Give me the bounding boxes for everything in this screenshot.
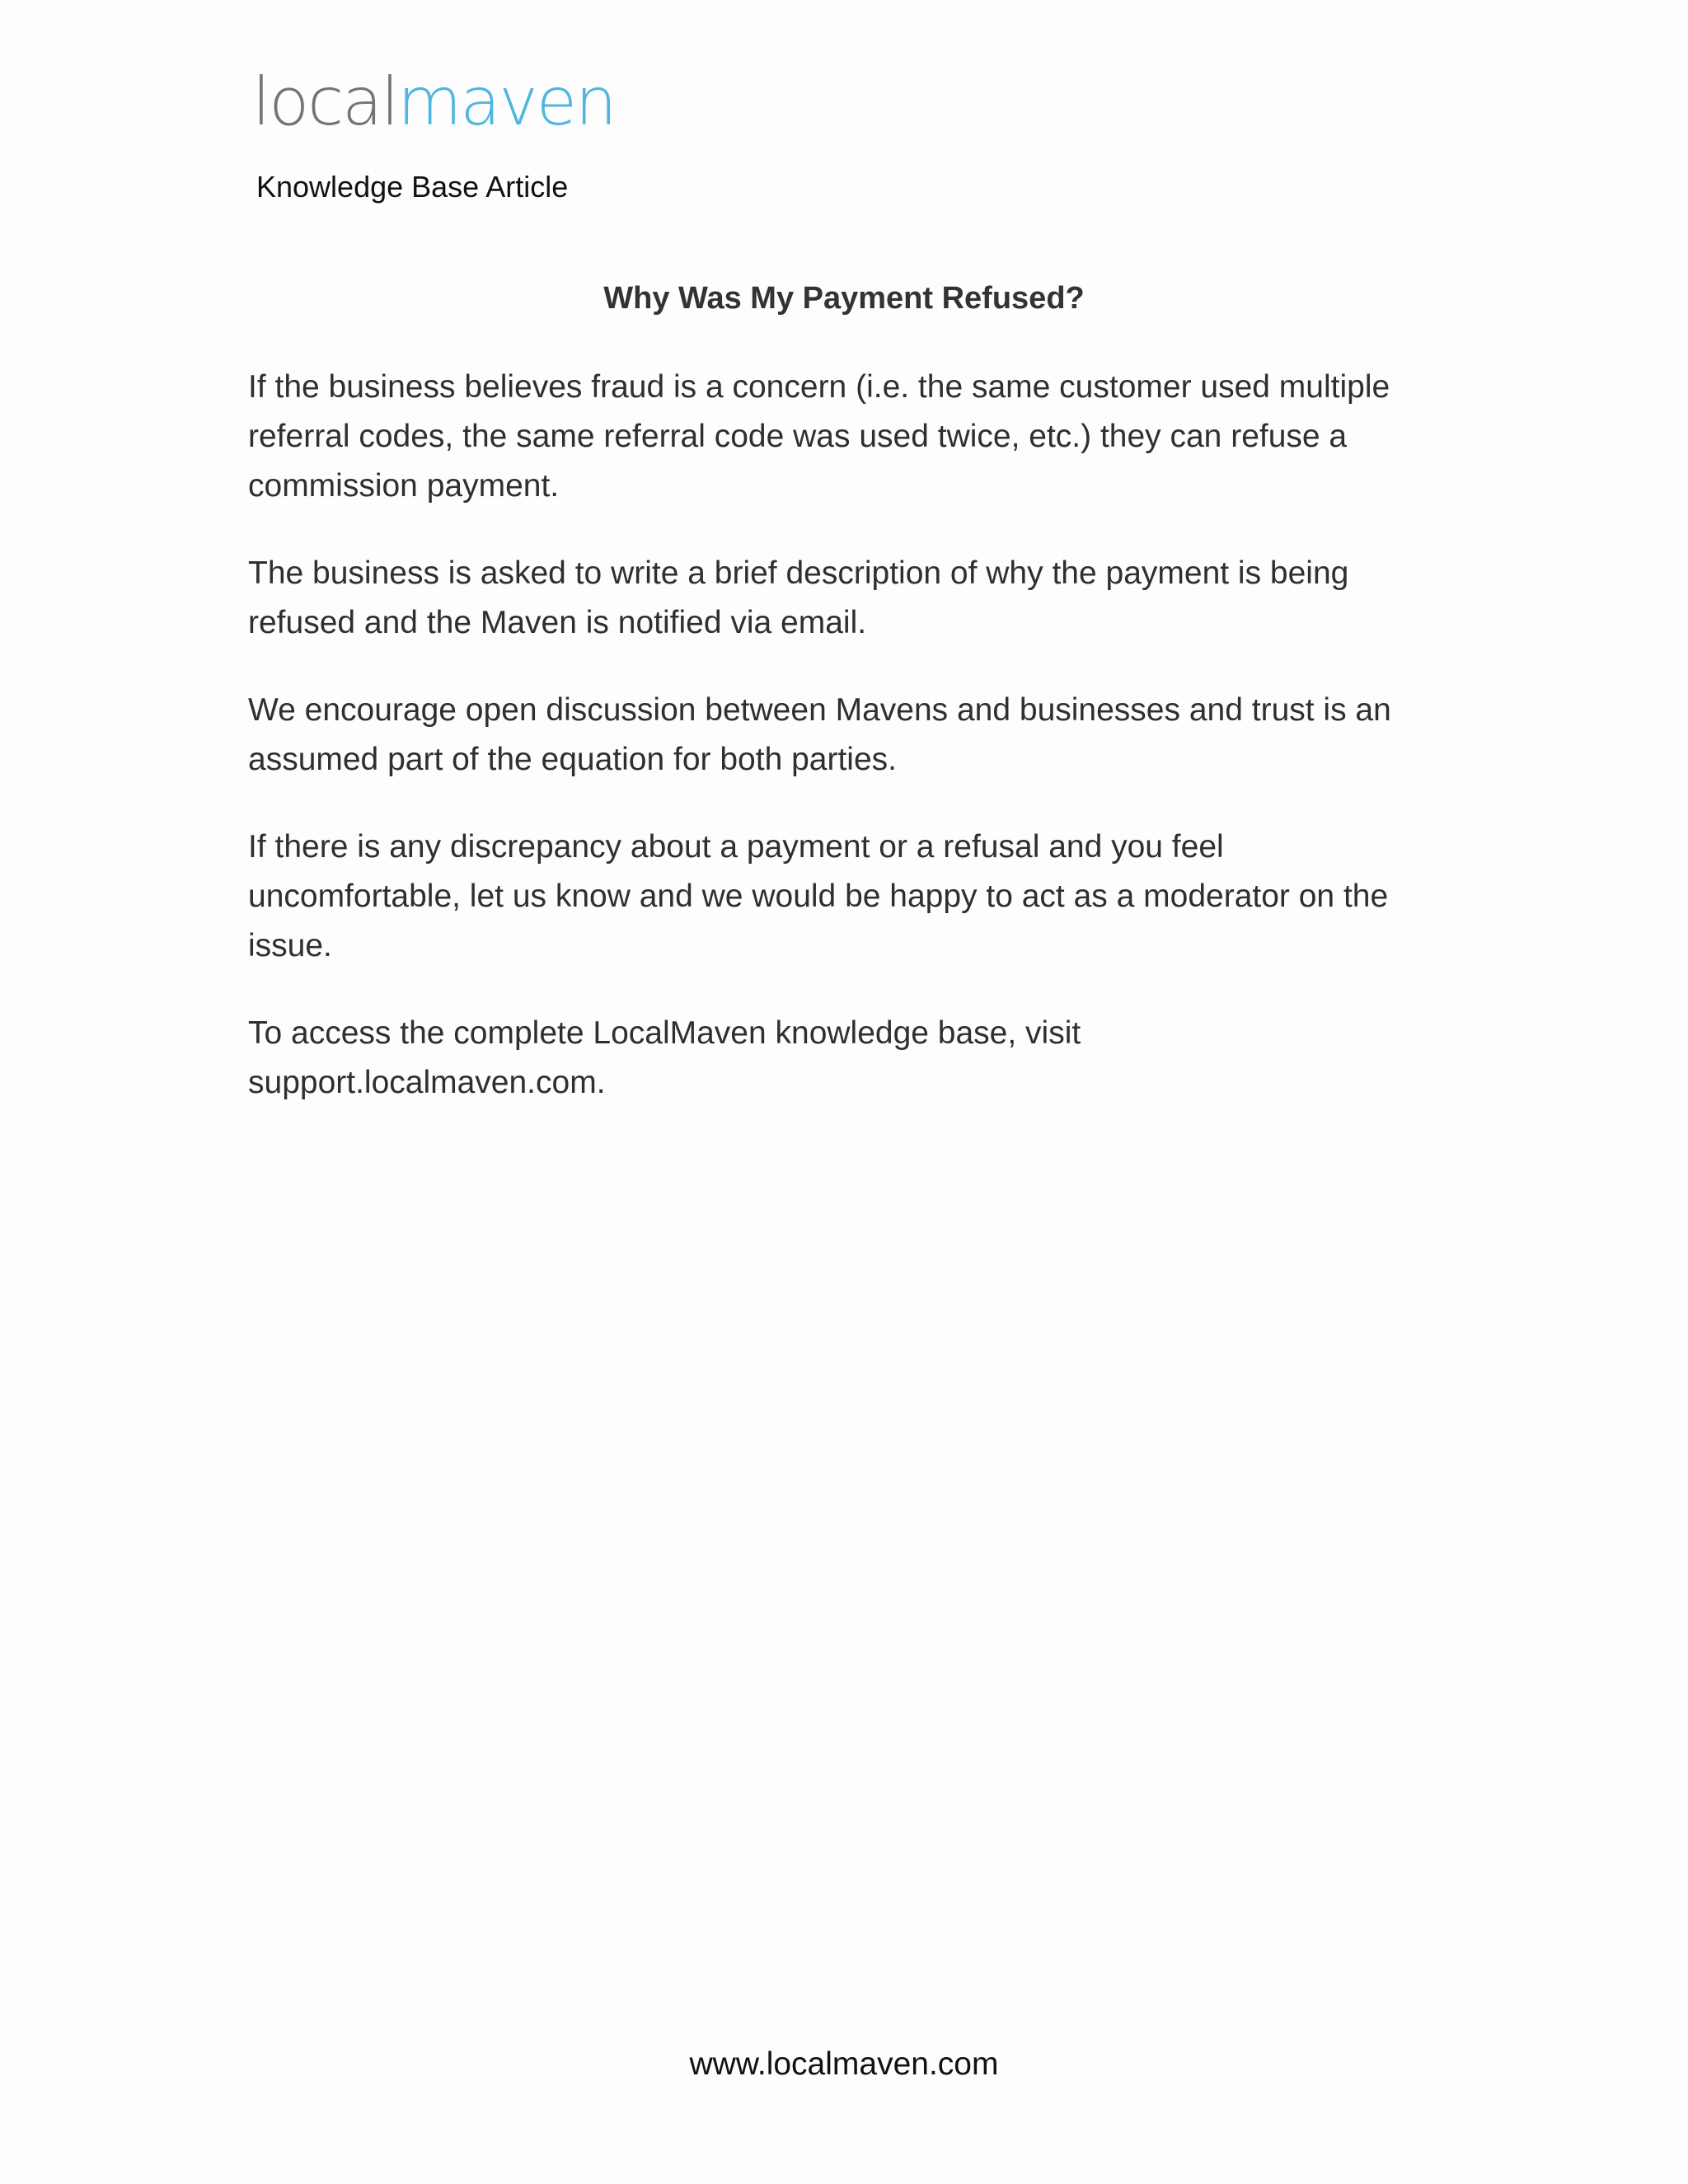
logo-text-maven: maven <box>397 63 616 140</box>
article-paragraph: To access the complete LocalMaven knowledge base, visit support.localmaven.com. <box>248 1015 1081 1100</box>
knowledge-base-label: Knowledge Base Article <box>256 170 569 204</box>
article-paragraph: We encourage open discussion between Mavens and businesses and trust is an assumed part of the equation for both parties. <box>248 692 1391 777</box>
article-paragraph: The business is asked to write a brief description of why the payment is being refused and the Maven is notified via email. <box>248 555 1349 640</box>
article-body <box>248 363 1443 1146</box>
article-paragraph: If there is any discrepancy about a payment or a refusal and you feel uncomfortable, let us know and we would be happy to act as a moderator on the issue. <box>248 829 1389 963</box>
localmaven-logo <box>252 63 616 140</box>
article-paragraph: If the business believes fraud is a concern (i.e. the same customer used multiple referral codes, the same referral code was used twice, etc.) they can refuse a commission payment. <box>248 369 1390 504</box>
article-title: Why Was My Payment Refused? <box>603 281 1085 316</box>
footer-url: www.localmaven.com <box>689 2046 999 2082</box>
logo-text-local: local <box>252 63 398 140</box>
